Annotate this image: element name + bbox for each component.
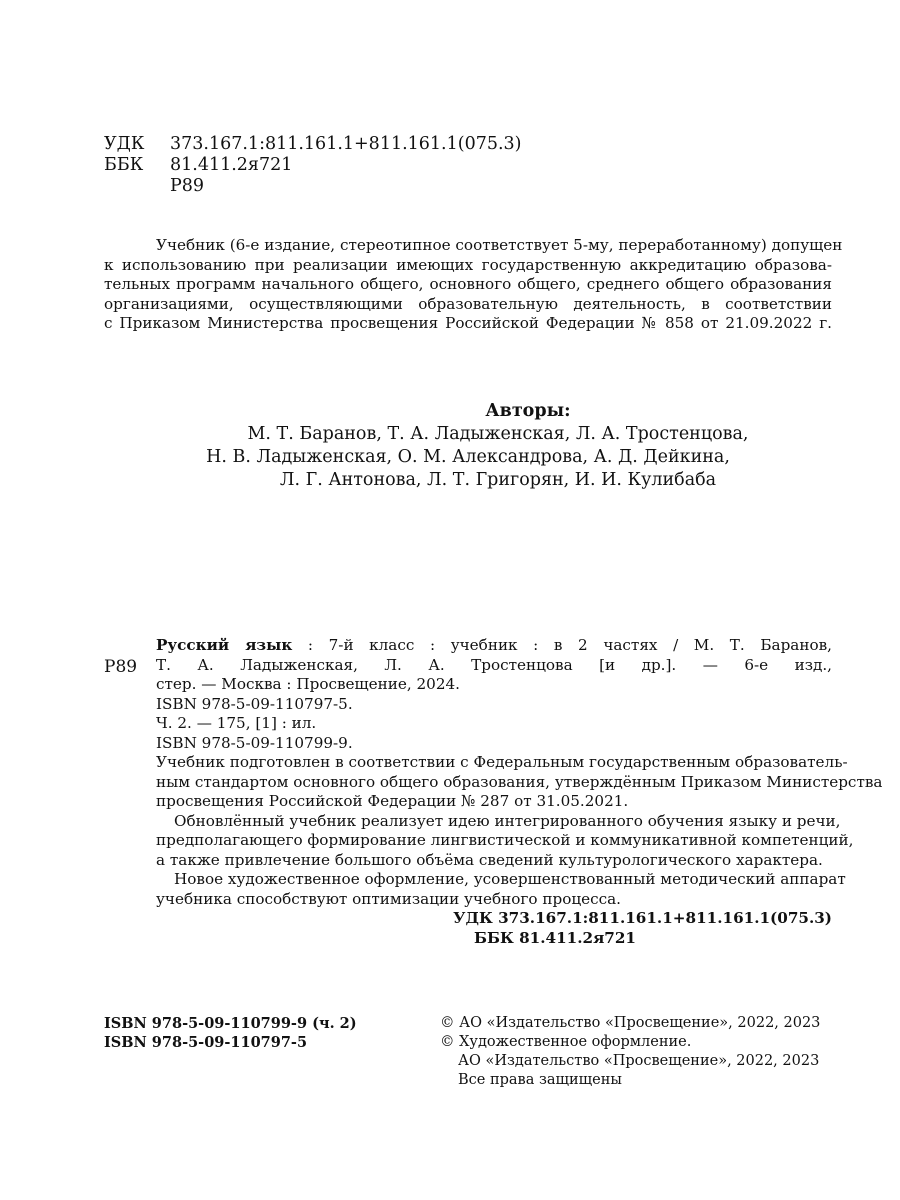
annotation-line: учебника способствуют оптимизации учебного процесса. — [156, 889, 621, 908]
annotation-line: Учебник подготовлен в соответствии с Федеральным государственным образователь- — [156, 753, 848, 771]
card-description — [156, 636, 832, 753]
annotation-line: ным стандартом основного общего образования, утверждённым Приказом Министерства — [156, 772, 883, 791]
isbn-total: ISBN 978-5-09-110797-5 — [104, 1034, 308, 1051]
card-bbk: ББК 81.411.2я721 — [474, 928, 636, 947]
annotation-line: Новое художественное оформление, усовершенствованный методический аппарат — [174, 870, 846, 888]
annotation-paragraph-2 — [156, 811, 854, 871]
card-isbn-total: ISBN 978-5-09-110797-5. — [156, 694, 353, 713]
authors-block — [104, 400, 832, 492]
approval-line: к использованию при реализации имеющих государственную аккредитацию образова- — [104, 255, 832, 274]
bibliographic-card — [104, 636, 883, 948]
approval-line: с Приказом Министерства просвещения Российской Федерации № 858 от 21.09.2022 г. — [104, 314, 832, 332]
approval-paragraph — [104, 236, 843, 334]
isbn-part2: ISBN 978-5-09-110799-9 (ч. 2) — [104, 1015, 357, 1032]
book-title: Русский язык — [156, 636, 293, 654]
card-line: стер. — Москва : Просвещение, 2024. — [156, 675, 460, 693]
author-code-row — [104, 176, 522, 197]
bbk-label: ББК — [104, 155, 144, 175]
approval-line: Учебник (6-е издание, стереотипное соответствует 5-му, переработанному) допущен — [156, 236, 843, 254]
bbk-row — [104, 155, 522, 176]
copyright-line: © Художественное оформление. — [440, 1034, 692, 1050]
card-line — [156, 636, 832, 656]
top-classification-index — [104, 134, 522, 197]
udk-label: УДК — [104, 134, 145, 154]
annotation-line: просвещения Российской Федерации № 287 от 31.05.2021. — [156, 792, 629, 810]
card-author-code: Р89 — [104, 657, 138, 677]
annotation-paragraph-1 — [156, 753, 883, 812]
copyright-line: © АО «Издательство «Просвещение», 2022, 2023 — [440, 1015, 821, 1031]
authors-line: Н. В. Ладыженская, О. М. Александрова, А. Д. Дейкина, — [206, 447, 730, 467]
card-isbn-part: ISBN 978-5-09-110799-9. — [156, 733, 353, 752]
bbk-value: 81.411.2я721 — [170, 155, 293, 175]
udk-row — [104, 134, 522, 155]
card-classification-index — [104, 909, 832, 948]
approval-line: организациями, осуществляющими образовательную деятельность, в соответствии — [104, 294, 832, 313]
copyright-block — [440, 1014, 820, 1090]
annotation-paragraph-3 — [156, 870, 846, 909]
copyright-line: Все права защищены — [458, 1072, 622, 1088]
authors-heading: Авторы: — [485, 401, 571, 421]
udk-value: 373.167.1:811.161.1+811.161.1(075.3) — [170, 134, 522, 154]
card-line1-rest: : 7-й класс : учебник : в 2 частях / М. Т. Баранов, — [292, 636, 832, 654]
annotation-line: предполагающего формирование лингвистической и коммуникативной компетенций, — [156, 831, 854, 849]
copyright-line: АО «Издательство «Просвещение», 2022, 2023 — [458, 1053, 820, 1069]
card-udk: УДК 373.167.1:811.161.1+811.161.1(075.3) — [453, 909, 832, 927]
annotation-line: Обновлённый учебник реализует идею интегрированного обучения языку и речи, — [174, 811, 841, 830]
authors-line: М. Т. Баранов, Т. А. Ладыженская, Л. А. Тростенцова, — [247, 424, 749, 444]
annotation-line: а также привлечение большого объёма сведений культурологического характера. — [156, 850, 823, 869]
card-line: Т. А. Ладыженская, Л. А. Тростенцова [и др.]. — 6-е изд., — [156, 655, 832, 674]
isbn-block — [104, 1014, 357, 1052]
authors-line: Л. Г. Антонова, Л. Т. Григорян, И. И. Кулибаба — [279, 470, 717, 490]
approval-line: тельных программ начального общего, основного общего, среднего общего образования — [104, 275, 832, 293]
author-code: Р89 — [170, 176, 205, 196]
card-part: Ч. 2. — 175, [1] : ил. — [156, 714, 317, 732]
